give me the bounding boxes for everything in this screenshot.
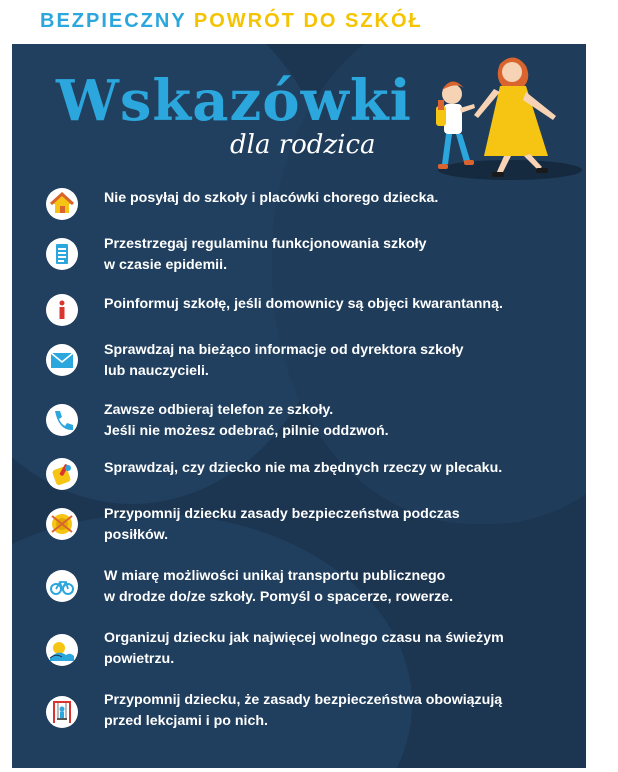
tip-text-line1: Poinformuj szkołę, jeśli domownicy są objęci kwarantanną.: [104, 296, 503, 312]
poster-subtitle: dla rodzica: [230, 130, 376, 160]
tip-icon: [46, 696, 78, 728]
tip-text-line2: w drodze do/ze szkoły. Pomyśl o spacerze, rowerze.: [104, 589, 454, 605]
envelope-icon: [46, 344, 78, 376]
tip-text-line2: przed lekcjami i po nich.: [104, 713, 268, 729]
tip-icon: [46, 238, 78, 270]
tip-text-line2: Jeśli nie możesz odebrać, pilnie oddzwoń.: [104, 423, 389, 439]
tip-icon: [46, 458, 78, 490]
tip-icon: [46, 188, 78, 220]
tip-icon: [46, 570, 78, 602]
tip-item: [46, 566, 566, 610]
tip-item: [46, 234, 566, 278]
header-title: [40, 10, 423, 33]
tip-item: [46, 400, 566, 444]
tip-text-line1: Organizuj dziecku jak najwięcej wolnego czasu na świeżym: [104, 630, 504, 646]
bicycle-icon: [46, 570, 78, 602]
tip-text-line2: posiłków.: [104, 527, 169, 543]
meal-icon: [46, 508, 78, 540]
tip-text-line1: Przypomnij dziecku zasady bezpieczeństwa podczas: [104, 506, 460, 522]
tip-icon: [46, 344, 78, 376]
header-title-part1: BEZPIECZNY: [40, 10, 187, 32]
info-icon: [46, 294, 78, 326]
tip-text-line1: Przypomnij dziecku, że zasady bezpieczeństwa obowiązują: [104, 692, 503, 708]
tip-item: [46, 340, 566, 384]
tip-text-line1: Sprawdzaj, czy dziecko nie ma zbędnych rzeczy w plecaku.: [104, 460, 503, 476]
poster: [12, 44, 586, 768]
phone-icon: [46, 404, 78, 436]
swing-icon: [46, 696, 78, 728]
tip-text-line1: Zawsze odbieraj telefon ze szkoły.: [104, 402, 334, 418]
tip-text-line1: Przestrzegaj regulaminu funkcjonowania szkoły: [104, 236, 427, 252]
tip-text-line2: powietrzu.: [104, 651, 175, 667]
tip-text-line2: lub nauczycieli.: [104, 363, 209, 379]
sun-landscape-icon: [46, 634, 78, 666]
header-title-part2: POWRÓT DO SZKÓŁ: [193, 10, 423, 32]
tip-item: [46, 628, 566, 672]
tip-icon: [46, 404, 78, 436]
tip-text-line1: Nie posyłaj do szkoły i placówki chorego dziecka.: [104, 190, 439, 206]
poster-title: Wskazówki: [56, 68, 412, 134]
tip-icon: [46, 294, 78, 326]
parent-child-illustration: [400, 44, 586, 194]
document-icon: [46, 238, 78, 270]
tip-item: [46, 504, 566, 548]
backpack-icon: [46, 458, 78, 490]
tip-text-line1: W miarę możliwości unikaj transportu publicznego: [104, 568, 446, 584]
tip-item: [46, 458, 566, 502]
tip-item: [46, 188, 566, 232]
tip-item: [46, 294, 566, 338]
header-bar: [0, 0, 618, 46]
tip-item: [46, 690, 566, 734]
tip-icon: [46, 508, 78, 540]
tip-text-line1: Sprawdzaj na bieżąco informacje od dyrektora szkoły: [104, 342, 464, 358]
house-icon: [46, 188, 78, 220]
tip-icon: [46, 634, 78, 666]
tip-text-line2: w czasie epidemii.: [104, 257, 228, 273]
